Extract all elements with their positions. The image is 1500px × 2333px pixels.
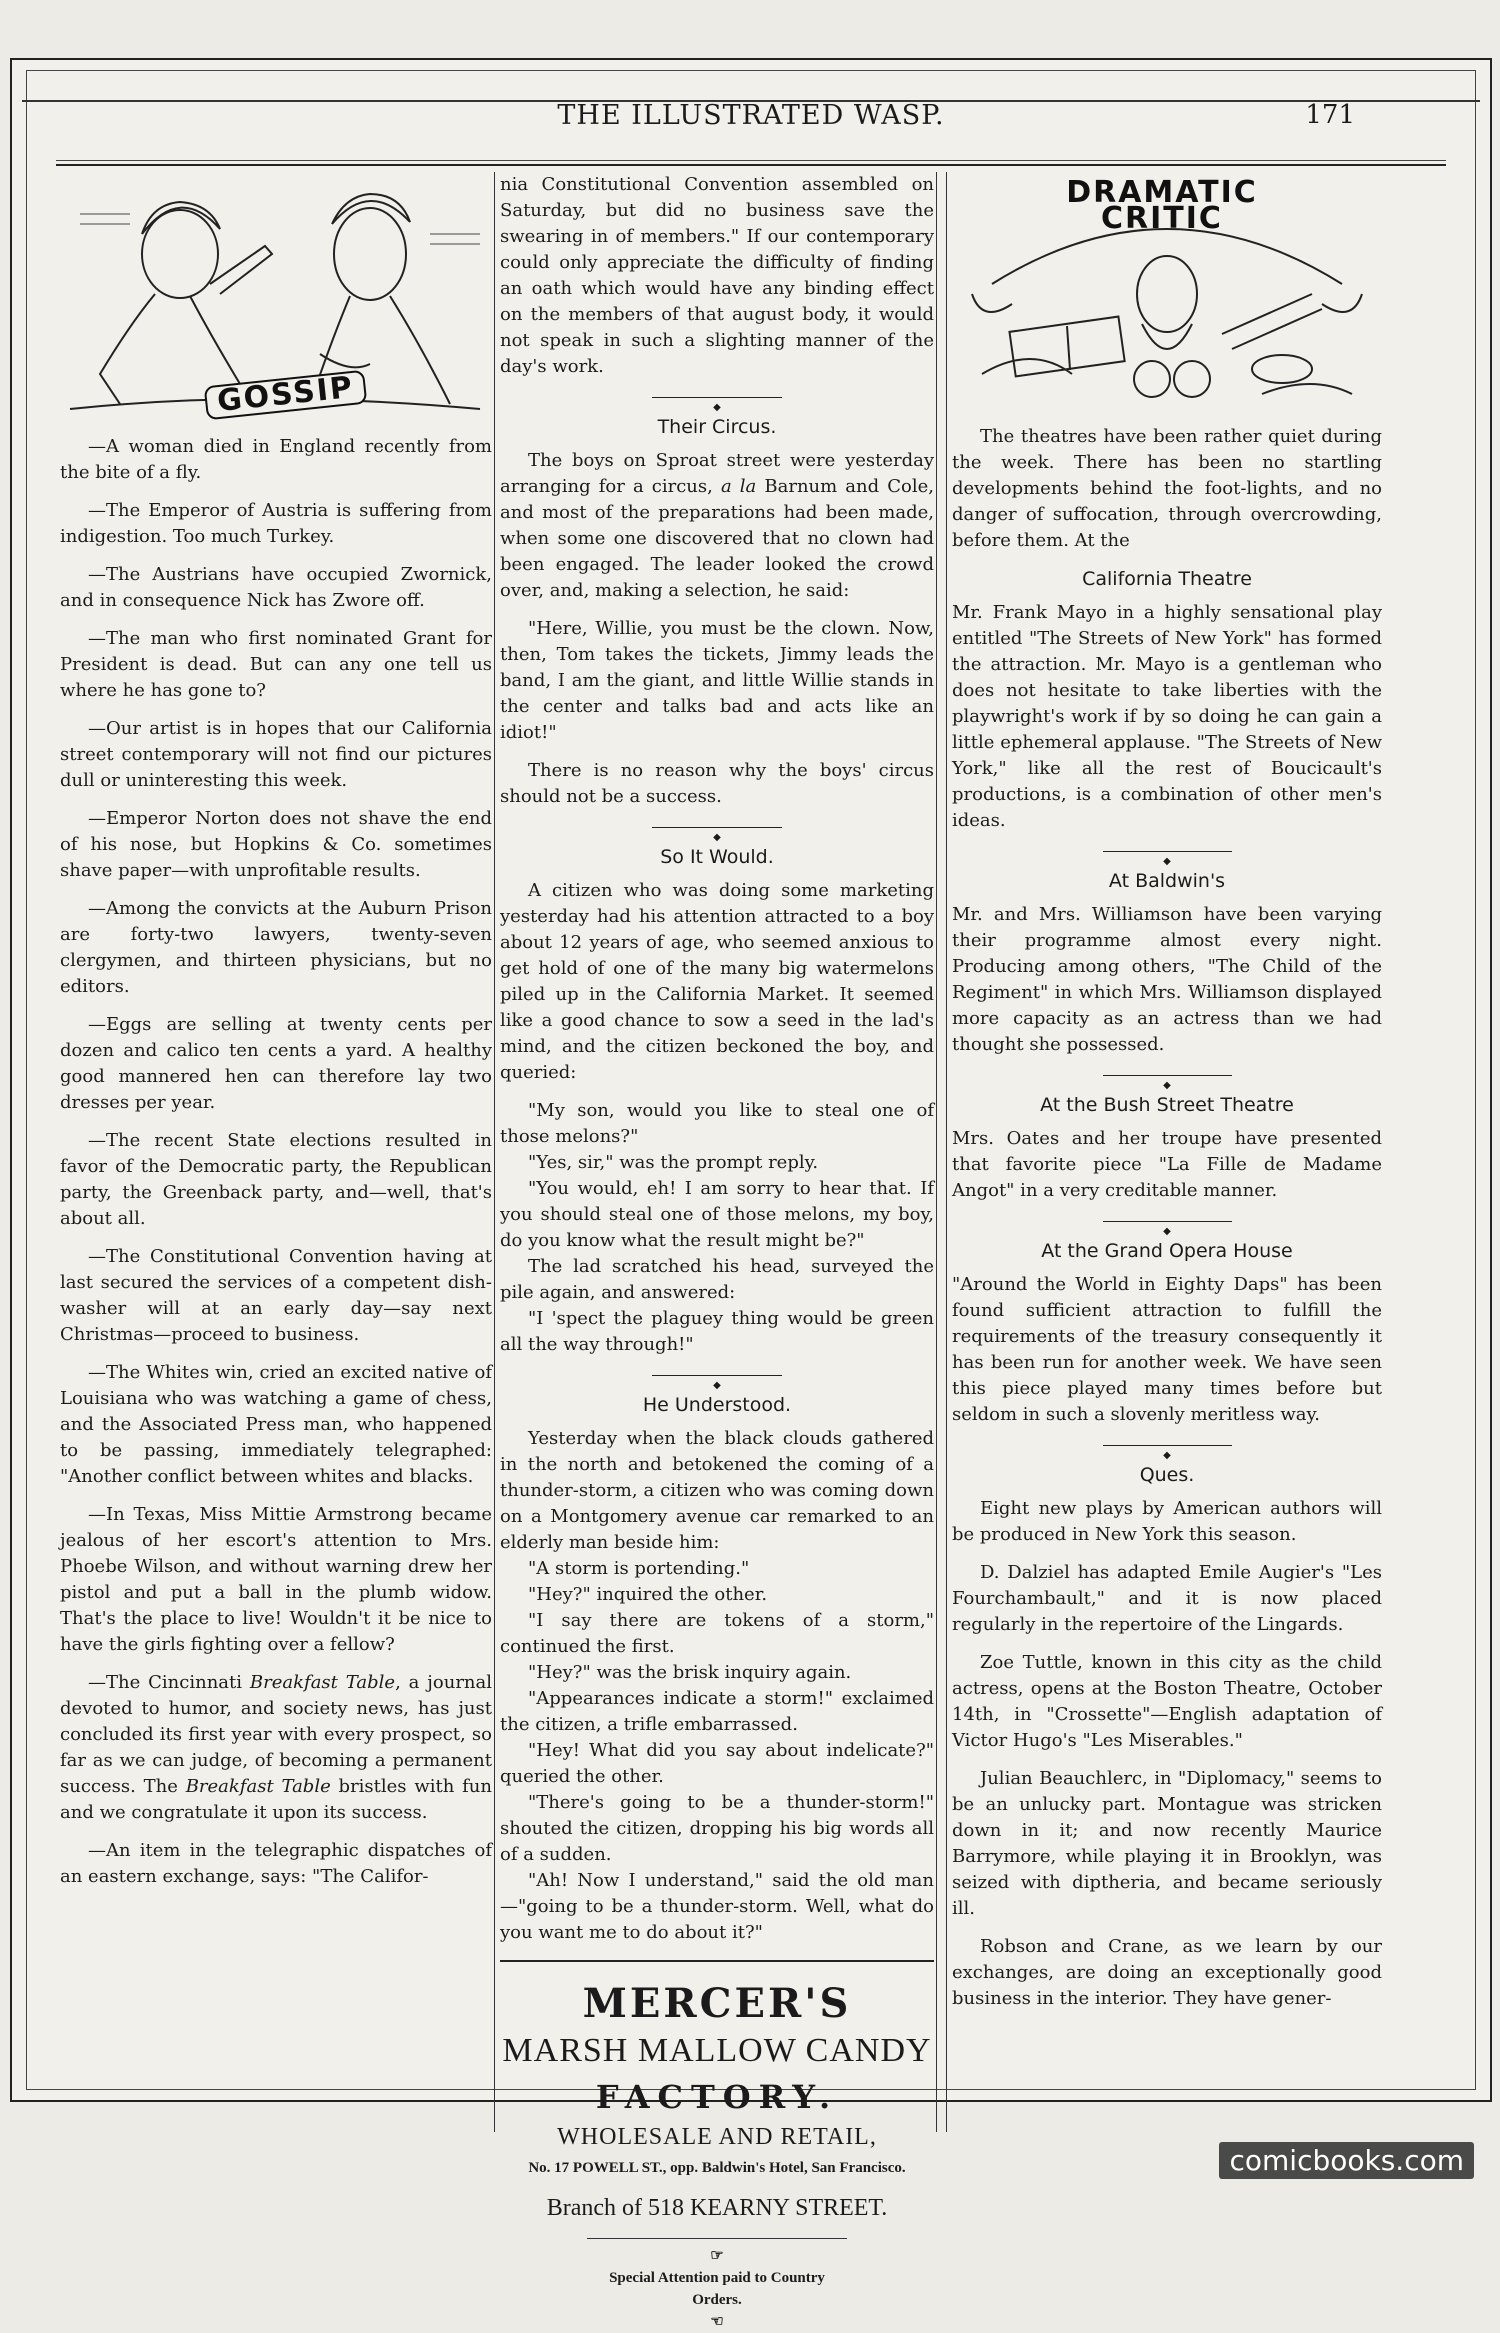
italic-phrase: a la — [720, 476, 757, 497]
theatre-paragraph: Mrs. Oates and her troupe have presented that favorite piece "La Fille de Madame Angot" in a very creditable manner. — [952, 1128, 1382, 1201]
mercers-advertisement — [500, 1960, 934, 2333]
story-paragraph: There is no reason why the boys' circus should not be a success. — [500, 760, 934, 807]
text-run: —The Cincinnati — [88, 1672, 250, 1693]
gossip-item: —The man who first nominated Grant for President is dead. But can any one tell us where he has gone to? — [60, 628, 492, 701]
dramatic-critic-illustration — [952, 174, 1382, 414]
theatre-heading: At the Bush Street Theatre — [1040, 1094, 1294, 1116]
gossip-caption: GOSSIP — [204, 370, 368, 421]
story-paragraph: "Yes, sir," was the prompt reply. — [528, 1152, 819, 1173]
section-separator: ◆ — [952, 1216, 1382, 1226]
gossip-item-cincinnati — [60, 1670, 492, 1826]
story-heading: Their Circus. — [657, 416, 777, 438]
gossip-item: —The Constitutional Convention having at last secured the services of a competent dish-washer will at an early day—say next Christmas—proceed to business. — [60, 1246, 492, 1345]
story-paragraph: A citizen who was doing some marketing yesterday had his attention attracted to a boy about 12 years of age, who seemed anxious to get hold of one of the many big watermelons piled up in the California Market. It seemed like a good chance to sow a seed in the lad's mind, and the citizen beckoned the boy, and queried: — [500, 880, 934, 1083]
ad-address: No. 17 POWELL ST., opp. Baldwin's Hotel, San Francisco. — [528, 2160, 906, 2176]
column-divider-2a — [936, 172, 937, 2132]
theatre-paragraph: "Around the World in Eighty Daps" has been found sufficient attraction to fulfill the requirements of the treasury consequently it has been run for another week. We have seen this piece played many times before but seldom in such a slovenly meritless way. — [952, 1274, 1382, 1425]
story-paragraph: "Hey! What did you say about indelicate?" queried the other. — [500, 1740, 934, 1787]
gossip-item: —In Texas, Miss Mittie Armstrong became jealous of her escort's attention to Mrs. Phoebe Wilson, and without warning drew her pistol and put a ball in the plumb widow. That's the place to live! Wouldn't it be nice to have the girls fighting over a fellow? — [60, 1504, 492, 1655]
column-gossip — [60, 174, 492, 1902]
section-separator: ◆ — [500, 1370, 934, 1380]
section-separator: ◆ — [500, 822, 934, 832]
text-run: Barnum and Cole, and most of the preparations had been made, when some one discovered that no clown had been engaged. The leader looked the crowd over, and, making a selection, he said: — [500, 476, 934, 601]
story-paragraph: "Hey?" inquired the other. — [528, 1584, 768, 1605]
page-number: 171 — [1305, 100, 1355, 130]
story-paragraph: "I say there are tokens of a storm," continued the first. — [500, 1610, 934, 1657]
ques-item: D. Dalziel has adapted Emile Augier's "Les Fourchambault," and it is now placed regularly in the repertoire of the Lingards. — [952, 1562, 1382, 1635]
column-dramatic-critic — [952, 174, 1382, 2024]
column-stories — [500, 172, 934, 2333]
story-heading: So It Would. — [660, 846, 774, 868]
pointing-hand-icon: ☜ — [710, 2314, 724, 2330]
story-paragraph: Yesterday when the black clouds gathered in the north and betokened the coming of a thunder-storm, a citizen who was coming down on a Montgomery avenue car remarked to an elderly man beside him: — [500, 1428, 934, 1553]
column-divider-1 — [494, 172, 495, 2132]
gossip-item: —Emperor Norton does not shave the end of his nose, but Hopkins & Co. sometimes shave paper—with unprofitable results. — [60, 808, 492, 881]
ques-item: Robson and Crane, as we learn by our exchanges, are doing an exceptionally good business in the interior. They have gener- — [952, 1936, 1382, 2009]
story-paragraph: "Ah! Now I understand," said the old man —"going to be a thunder-storm. Well, what do you want me to do about it?" — [500, 1870, 934, 1943]
header-rule-thick — [56, 164, 1446, 166]
ad-product: MARSH MALLOW CANDY — [502, 2032, 932, 2069]
ad-footer-text: Special Attention paid to Country Orders. — [609, 2270, 825, 2308]
theatre-paragraph: Mr. Frank Mayo in a highly sensational play entitled "The Streets of New York" has formed the attraction. Mr. Mayo is a gentleman who does not hesitate to take liberties with the playwright's work if by so doing he can gain a little ephemeral applause. "The Streets of New York," like all the rest of Boucicault's productions, is a combination of other men's ideas. — [952, 602, 1382, 831]
gossip-illustration — [60, 174, 492, 424]
ques-item: Zoe Tuttle, known in this city as the child actress, opens at the Boston Theatre, October 14th, in "Crossette"—English adaptation of Victor Hugo's "Les Miserables." — [952, 1652, 1382, 1751]
column-divider-2b — [946, 172, 947, 2132]
ques-item: Julian Beauchlerc, in "Diplomacy," seems to be an unlucky part. Montague was stricken down in it; and now recently Maurice Barrymore, while playing it in Brooklyn, was seized with diptheria, and became seriously ill. — [952, 1768, 1382, 1919]
gossip-item: —A woman died in England recently from the bite of a fly. — [60, 436, 492, 483]
gossip-item: —The recent State elections resulted in favor of the Democratic party, the Republican party, the Greenback party, and—well, that's about all. — [60, 1130, 492, 1229]
text-run: bristles with fun and we congratulate it upon its success. — [60, 1776, 492, 1823]
gossip-item: —Our artist is in hopes that our California street contemporary will not find our pictures dull or uninteresting this week. — [60, 718, 492, 791]
gossip-item: —Among the convicts at the Auburn Prison are forty-two lawyers, twenty-seven clergymen, and thirteen physicians, but no editors. — [60, 898, 492, 997]
pointing-hand-icon: ☞ — [710, 2248, 724, 2264]
ad-brand: MERCER'S — [582, 1980, 852, 2027]
story-paragraph: "My son, would you like to steal one of those melons?" — [500, 1100, 934, 1147]
dramatic-critic-caption: DRAMATIC CRITIC — [1066, 175, 1258, 236]
story-paragraph: "There's going to be a thunder-storm!" shouted the citizen, dropping his big words all of a sudden. — [500, 1792, 934, 1865]
ad-factory: FACTORY. — [595, 2078, 839, 2116]
story-paragraph: "A storm is portending." — [528, 1558, 750, 1579]
story-paragraph: "Appearances indicate a storm!" exclaimed the citizen, a trifle embarrassed. — [500, 1688, 934, 1735]
story-paragraph: "Here, Willie, you must be the clown. Now, then, Tom takes the tickets, Jimmy leads the band, I am the giant, and little Willie stands in the center and talks bad and acts like an idiot!" — [500, 618, 934, 743]
masthead-title: THE ILLUSTRATED WASP. — [557, 100, 945, 131]
story-paragraph: "You would, eh! I am sorry to hear that. If you should steal one of those melons, my boy, do you know what the result might be?" — [500, 1178, 934, 1251]
theatre-heading: At Baldwin's — [1108, 870, 1226, 892]
italic-title: Breakfast Table — [249, 1672, 396, 1693]
theatre-heading: At the Grand Opera House — [1041, 1240, 1293, 1262]
gossip-item: —The Austrians have occupied Zwornick, and in consequence Nick has Zwore off. — [60, 564, 492, 611]
text-run: , a journal devoted to humor, and society news, has just concluded its first year with every prospect, so far as we can judge, of becoming a permanent success. The — [60, 1672, 492, 1797]
section-separator: ◆ — [952, 1070, 1382, 1080]
ques-item: Eight new plays by American authors will be produced in New York this season. — [952, 1498, 1382, 1545]
text-run: The boys on Sproat street were yesterday arranging for a circus, — [500, 450, 934, 497]
theatre-heading: Ques. — [1139, 1464, 1195, 1486]
theatre-paragraph: Mr. and Mrs. Williamson have been varying their programme almost every night. Producing among others, "The Child of the Regiment" in which Mrs. Williamson displayed more capacity as an actress than we had thought she possessed. — [952, 904, 1382, 1055]
ad-branch: Branch of 518 KEARNY STREET. — [546, 2195, 888, 2221]
story-paragraph: "Hey?" was the brisk inquiry again. — [528, 1662, 852, 1683]
gossip-item: —The Emperor of Austria is suffering from indigestion. Too much Turkey. — [60, 500, 492, 547]
header-rule — [56, 160, 1446, 161]
section-separator: ◆ — [500, 392, 934, 402]
story-paragraph: "I 'spect the plaguey thing would be green all the way through!" — [500, 1308, 934, 1355]
story-heading: He Understood. — [642, 1394, 792, 1416]
theatre-heading: California Theatre — [1082, 568, 1252, 590]
gossip-item: —The Whites win, cried an excited native of Louisiana who was watching a game of chess, and the Associated Press man, who happened to be passing, immediately telegraphed: "Another conflict between whites and blacks. — [60, 1362, 492, 1487]
ad-footer — [587, 2238, 847, 2333]
story-paragraph: The lad scratched his head, surveyed the pile again, and answered: — [500, 1256, 934, 1303]
italic-title: Breakfast Table — [185, 1776, 331, 1797]
section-separator: ◆ — [952, 1440, 1382, 1450]
gossip-item: —An item in the telegraphic dispatches of an eastern exchange, says: "The Califor- — [60, 1840, 492, 1887]
story-paragraph — [500, 448, 934, 604]
site-watermark: comicbooks.com — [1219, 2142, 1474, 2179]
ad-wholesale: WHOLESALE AND RETAIL, — [557, 2124, 877, 2150]
gossip-item: —Eggs are selling at twenty cents per dozen and calico ten cents a yard. A healthy good mannered hen can therefore lay two dresses per year. — [60, 1014, 492, 1113]
continued-paragraph: nia Constitutional Convention assembled on Saturday, but did no business save the swearing in of members." If our contemporary could only appreciate the difficulty of finding an oath which would have any binding effect on the members of that august body, it would not speak in such a slighting manner of the day's work. — [500, 174, 934, 377]
theatre-intro: The theatres have been rather quiet during the week. There has been no startling developments behind the foot-lights, and no danger of suffocation, through overcrowding, before them. At the — [952, 426, 1382, 551]
section-separator: ◆ — [952, 846, 1382, 856]
